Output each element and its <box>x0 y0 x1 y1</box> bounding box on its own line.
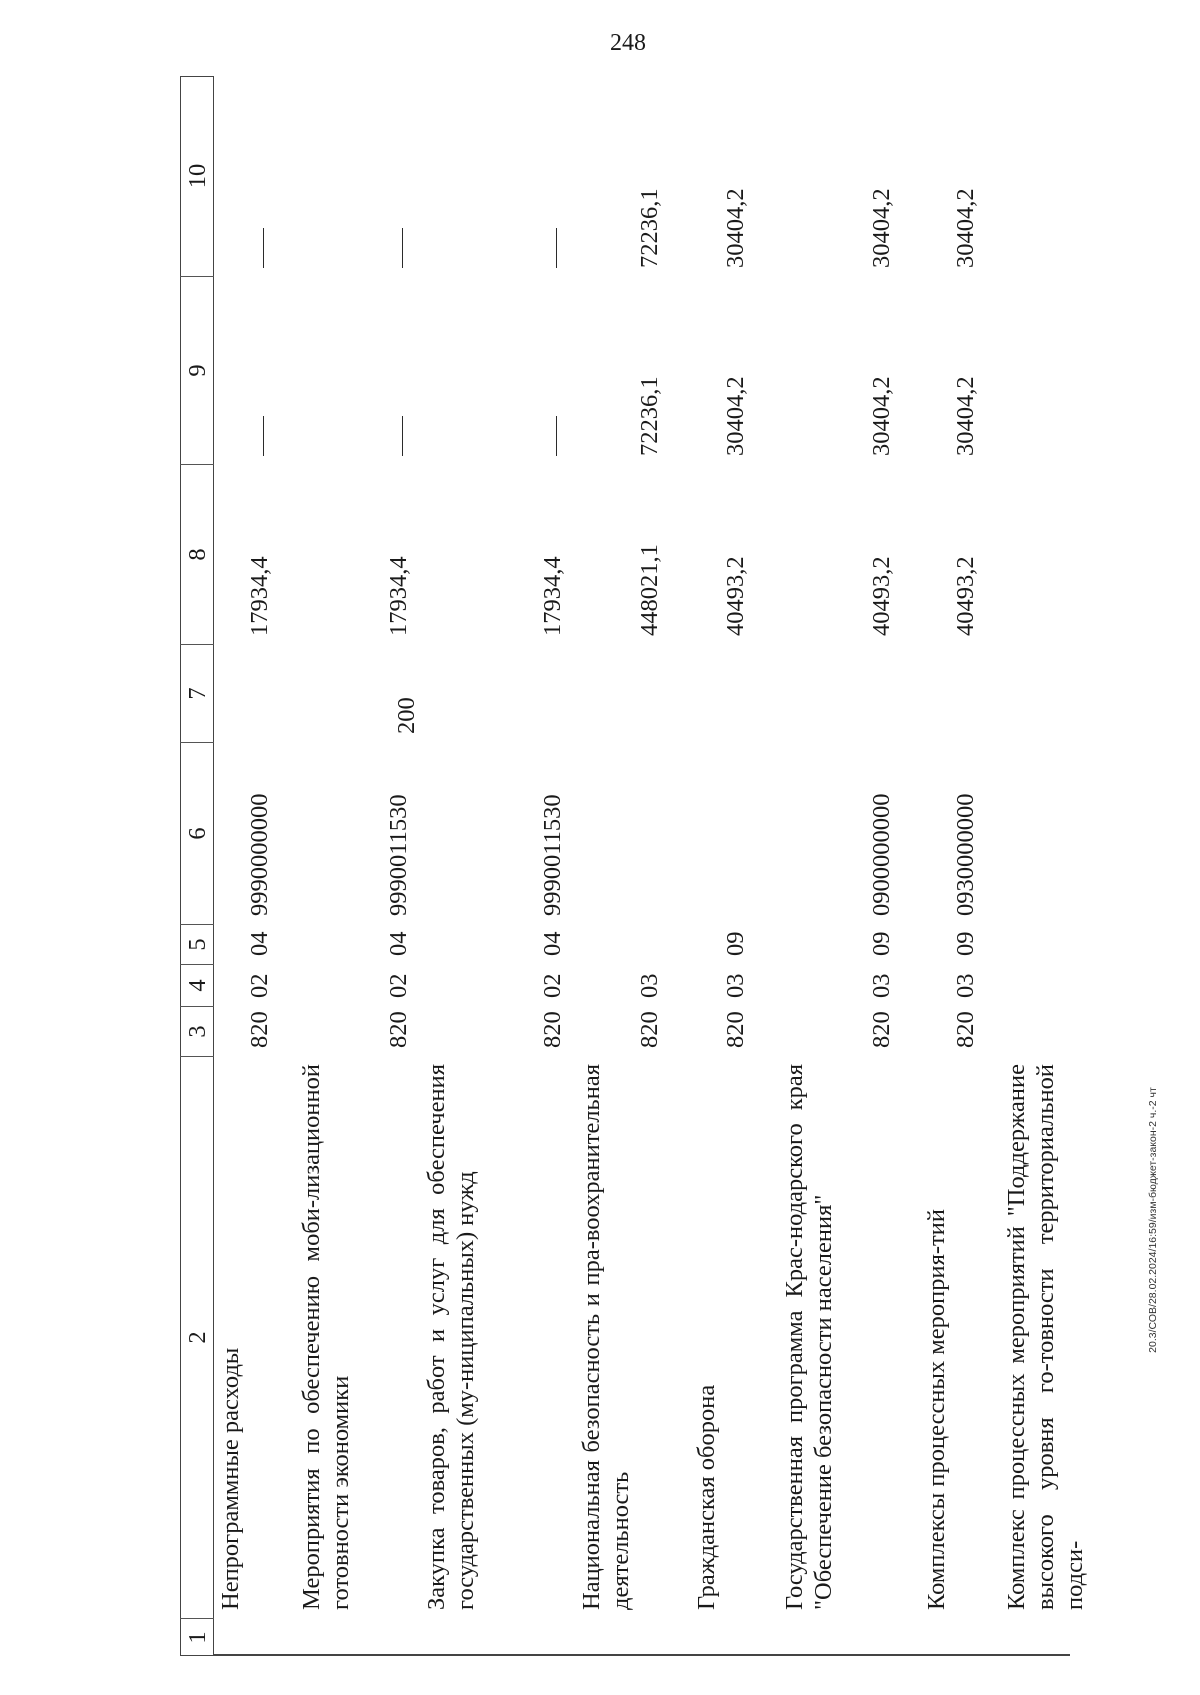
col10-value <box>384 84 413 268</box>
col9-value <box>538 284 567 456</box>
table-row <box>920 76 1000 1656</box>
col5-value: 04 <box>385 931 412 956</box>
col10-value: 30404,2 <box>722 188 749 268</box>
col5-value: 09 <box>722 931 749 956</box>
col5-value: 04 <box>246 931 273 956</box>
dash-placeholder <box>556 416 558 456</box>
col3-value: 820 <box>952 1011 979 1048</box>
table-header-row <box>180 76 214 1656</box>
col8-value: 40493,2 <box>722 556 749 636</box>
col5-value: 09 <box>952 931 979 956</box>
col8-value: 17934,4 <box>385 556 412 636</box>
col4-value: 03 <box>636 973 663 998</box>
row-description: Национальная безопасность и пра-воохранительная деятельность <box>578 1064 634 1610</box>
column-header-1: 1 <box>180 1618 214 1656</box>
col3-value: 820 <box>539 1011 566 1048</box>
row-description: Гражданская оборона <box>693 1384 720 1610</box>
column-header-6: 6 <box>180 742 214 924</box>
column-header-4: 4 <box>180 964 214 1006</box>
column-header-7: 7 <box>180 644 214 742</box>
col8-value: 17934,4 <box>539 556 566 636</box>
row-description: Непрограммные расходы <box>217 1347 244 1610</box>
column-header-2: 2 <box>180 1056 214 1618</box>
col10-value: 30404,2 <box>868 188 895 268</box>
col4-value: 03 <box>722 973 749 998</box>
col6-value: 9990011530 <box>539 794 566 916</box>
col10-value <box>245 84 274 268</box>
column-header-8: 8 <box>180 464 214 644</box>
document-code: 20.3/СОВ/28.02.2024/16:59/изм-бюджет-закон-2 ч.-2 чт <box>1147 1087 1159 1353</box>
dash-placeholder <box>556 228 558 268</box>
table-row <box>295 76 420 1656</box>
budget-table <box>180 76 1088 1656</box>
col9-value <box>384 284 413 456</box>
page-number: 248 <box>610 30 646 56</box>
col3-value: 820 <box>722 1011 749 1048</box>
row-description: Комплексы процессных мероприя-тий <box>923 1209 950 1610</box>
col4-value: 02 <box>246 973 273 998</box>
col6-value: 9990011530 <box>385 794 412 916</box>
dash-placeholder <box>402 416 404 456</box>
table-row <box>393 76 575 1656</box>
col4-value: 03 <box>952 973 979 998</box>
dash-placeholder <box>263 228 265 268</box>
col6-value: 0900000000 <box>868 793 895 916</box>
row-description: Государственная программа Крас-нодарского края "Обеспечение безопасности населения" <box>781 1064 837 1610</box>
table-row <box>690 76 778 1656</box>
col9-value: 30404,2 <box>952 376 979 456</box>
row-description: Мероприятия по обеспечению моби-лизационной готовности экономики <box>298 1064 354 1610</box>
column-header-3: 3 <box>180 1006 214 1056</box>
col5-value: 04 <box>539 931 566 956</box>
col8-value: 40493,2 <box>952 556 979 636</box>
table-row <box>214 76 295 1656</box>
col10-value: 72236,1 <box>636 188 663 268</box>
col4-value: 02 <box>385 973 412 998</box>
col9-value <box>245 284 274 456</box>
table-row <box>1000 76 1088 1656</box>
row-description: Комплекс процессных мероприятий "Поддержание высокого уровня го-товности территориальной подси- <box>1003 1064 1088 1610</box>
col10-value <box>538 84 567 268</box>
dash-placeholder <box>263 416 265 456</box>
column-header-5: 5 <box>180 924 214 964</box>
col8-value: 40493,2 <box>868 556 895 636</box>
col3-value: 820 <box>385 1011 412 1048</box>
col9-value: 30404,2 <box>722 376 749 456</box>
col6-value: 9990000000 <box>246 793 273 916</box>
col9-value: 30404,2 <box>868 376 895 456</box>
dash-placeholder <box>402 228 404 268</box>
col8-value: 448021,1 <box>636 544 663 636</box>
col3-value: 820 <box>636 1011 663 1048</box>
col9-value: 72236,1 <box>636 376 663 456</box>
column-header-9: 9 <box>180 276 214 464</box>
col10-value: 30404,2 <box>952 188 979 268</box>
col4-value: 03 <box>868 973 895 998</box>
column-header-10: 10 <box>183 163 211 189</box>
col7-value: 200 <box>393 697 420 734</box>
col8-value: 17934,4 <box>246 556 273 636</box>
col6-value: 0930000000 <box>952 793 979 916</box>
table-row <box>778 76 920 1656</box>
col5-value: 09 <box>868 931 895 956</box>
table-row <box>575 76 690 1656</box>
col4-value: 02 <box>539 973 566 998</box>
col3-value: 820 <box>868 1011 895 1048</box>
row-description: Закупка товаров, работ и услуг для обеспечения государственных (му-ниципальных) нужд <box>423 1064 479 1610</box>
col3-value: 820 <box>246 1011 273 1048</box>
